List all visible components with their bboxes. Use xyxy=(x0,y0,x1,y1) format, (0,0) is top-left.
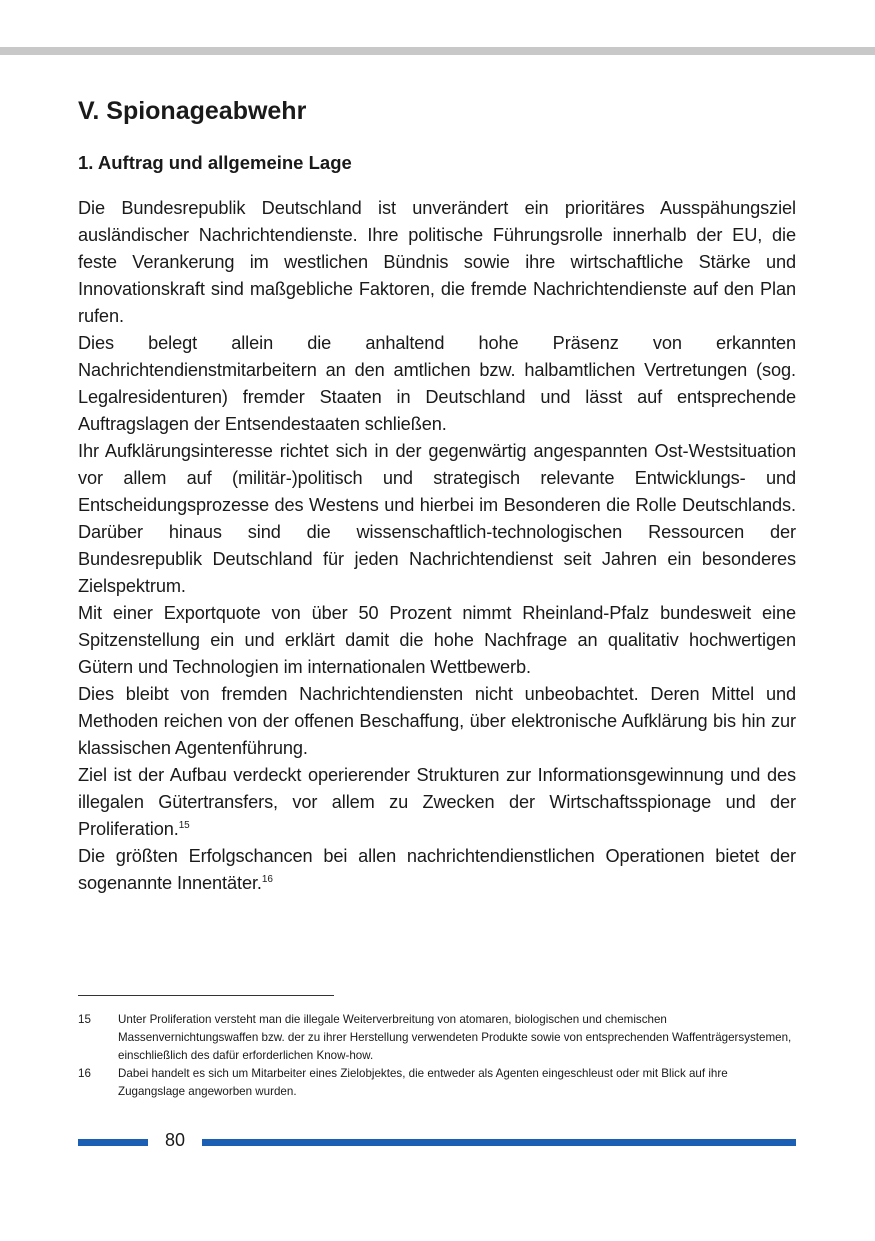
main-content xyxy=(78,95,796,897)
footnote xyxy=(78,1011,796,1065)
footnote-number: 16 xyxy=(78,1067,91,1080)
footnote-ref[interactable]: 15 xyxy=(178,820,190,831)
footnote-number: 15 xyxy=(78,1013,91,1026)
paragraph-text: Ziel ist der Aufbau verdeckt operierender Strukturen zur Informationsgewinnung und des illegalen Gütertransfers, vor allem zu Zwecken der Wirtschaftsspionage und der Proliferation. xyxy=(78,765,796,839)
footnote-divider xyxy=(78,995,334,996)
paragraph-text: Die größten Erfolgschancen bei allen nachrichtendienstlichen Operationen bietet der sogenannte Innentäter. xyxy=(78,846,796,893)
page-bar-left xyxy=(78,1139,148,1146)
page-bar-right xyxy=(202,1139,796,1146)
paragraph xyxy=(78,843,796,897)
paragraph: Mit einer Exportquote von über 50 Prozent nimmt Rheinland-Pfalz bundesweit eine Spitzenstellung ein und erklärt damit die hohe Nachfrage an qualitativ hochwertigen Gütern und Technologien im internationalen Wettbewerb. xyxy=(78,603,796,677)
footnote xyxy=(78,1065,796,1101)
paragraph: Ihr Aufklärungsinteresse richtet sich in der gegenwärtig angespannten Ost-Westsituation vor allem auf (militär-)politisch und strategisch relevante Entwicklungs- und Entscheidungsprozesse des Westens und hierbei im Besonderen die Rolle Deutschlands. Darüber hinaus sind die wissenschaftlich-technologischen Ressourcen der Bundesrepublik Deutschland für jeden Nachrichtendienst seit Jahren ein besonderes Zielspektrum. xyxy=(78,441,796,596)
paragraph xyxy=(78,762,796,843)
paragraph: Die Bundesrepublik Deutschland ist unverändert ein prioritäres Ausspähungsziel ausländischer Nachrichtendienste. Ihre politische Führungsrolle innerhalb der EU, die feste Verankerung im westlichen Bündnis sowie ihre wirtschaftliche Stärke und Innovationskraft sind maßgebliche Faktoren, die fremde Nachrichtendienste auf den Plan rufen. xyxy=(78,198,796,326)
footnote-ref[interactable]: 16 xyxy=(261,874,273,885)
paragraph: Dies bleibt von fremden Nachrichtendiensten nicht unbeobachtet. Deren Mittel und Methoden reichen von der offenen Beschaffung, über elektronische Aufklärung bis hin zur klassischen Agentenführung. xyxy=(78,684,796,758)
footnote-text: Unter Proliferation versteht man die illegale Weiterverbreitung von atomaren, biologischen und chemischen Massenvernichtungswaffen bzw. der zu ihrer Herstellung verwendeten Produkte sowie von entsprechenden Waffenträgersystemen, einschließlich des dafür erforderlichen Know-how. xyxy=(118,1013,792,1062)
chapter-title: V. Spionageabwehr xyxy=(78,97,307,125)
page-number: 80 xyxy=(164,1130,186,1150)
top-bar xyxy=(0,47,875,55)
footnote-text: Dabei handelt es sich um Mitarbeiter eines Zielobjektes, die entweder als Agenten eingeschleust oder mit Blick auf ihre Zugangslage angeworben wurden. xyxy=(118,1067,728,1098)
section-title: 1. Auftrag und allgemeine Lage xyxy=(78,152,352,173)
footnotes xyxy=(78,1011,796,1101)
paragraph: Dies belegt allein die anhaltend hohe Präsenz von erkannten Nachrichtendienstmitarbeitern an den amtlichen bzw. halbamtlichen Vertretungen (sog. Legalresidenturen) fremder Staaten in Deutschland und lässt auf entsprechende Auftragslagen der Entsendestaaten schließen. xyxy=(78,333,796,434)
body-text xyxy=(78,195,796,897)
